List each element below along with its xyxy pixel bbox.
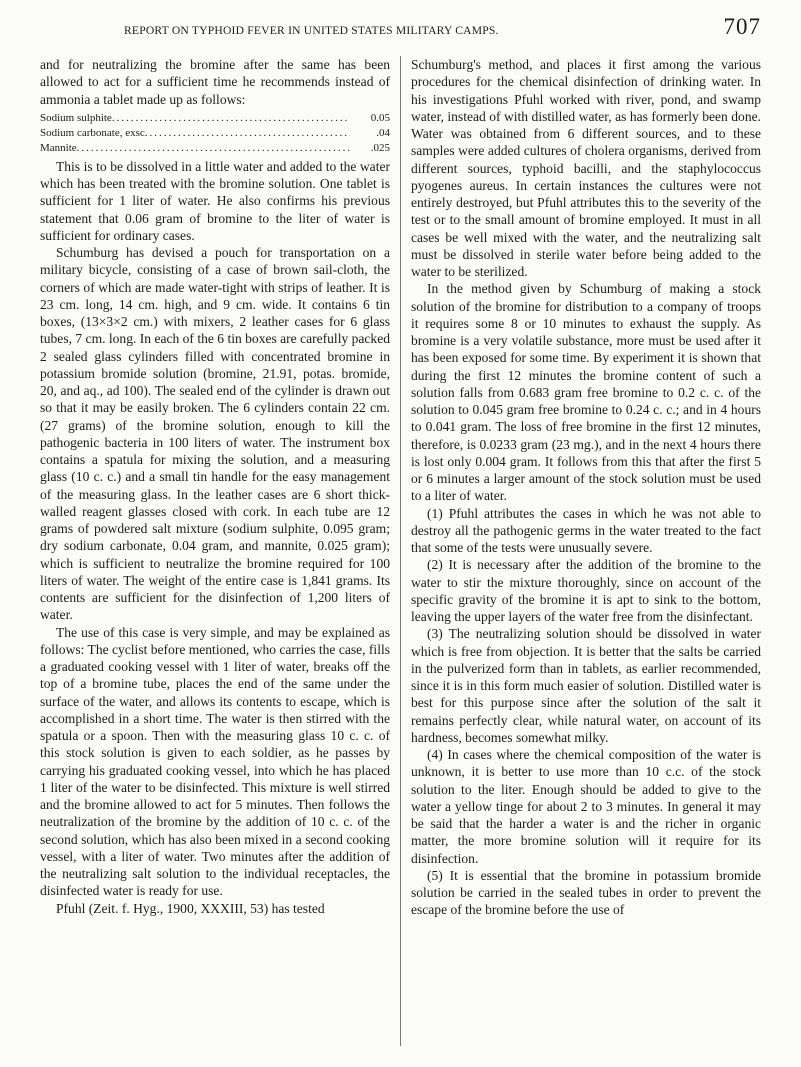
page-header: [40, 14, 761, 40]
ingredient-amount: .025: [370, 141, 390, 154]
running-head: REPORT ON TYPHOID FEVER IN UNITED STATES MILITARY CAMPS.: [124, 24, 499, 37]
left-column: [40, 56, 390, 917]
paragraph: In the method given by Schumburg of making a stock solution of the bromine for distribution to a company of troops it requires some 8 or 10 minutes to exhaust the supply. As bromine is a very volatile substance, more must be used after it has been exposed for some time. By experiment it is shown that during the first 12 minutes the bromine content of such a solution falls from 0.683 gram free bromine to 0.2 c. c. of the solution to 0.045 gram free bromine to 0.24 c. c.; and in 4 hours to 0.041 gram. The loss of free bromine in the first 12 minutes, therefore, is 0.0233 gram (23 mg.), and in the next 4 hours there is lost only 0.004 gram. It follows from this that after the first 5 or 6 minutes a larger amount of the stock solution must be used to a liter of water.: [411, 281, 761, 504]
ingredient-name: Mannite: [40, 141, 77, 154]
ingredient-name: Sodium sulphite: [40, 111, 112, 124]
ingredient-name: Sodium carbonate, exsc: [40, 126, 145, 139]
formula-row: [40, 126, 390, 141]
paragraph: Pfuhl (Zeit. f. Hyg., 1900, XXXIII, 53) has tested: [56, 900, 325, 916]
leader-dots: [112, 111, 350, 126]
tablet-formula: [40, 111, 390, 156]
leader-dots: [77, 141, 350, 156]
paragraph: This is to be dissolved in a little water and added to the water which has been treated with the bromine solution. One tablet is sufficient for 1 liter of water. He also confirms his previous statement that 0.06 gram of bromine to the liter of water is sufficient for ordinary cases.: [40, 158, 390, 243]
paragraph: Schumburg's method, and places it first among the various procedures for the chemical disinfection of drinking water. In his investigations Pfuhl worked with river, pond, and swamp water, instead of with distilled water, as has formerly been done. Water was obtained from 6 different sources, and to these samples were added cultures of cholera organisms, derived from different sources, typhoid bacilli, and the staphylococcus pyogenes aureus. In certain instances the cultures were not entirely destroyed, but Pfuhl attributes this to the severity of the test or to the small amount of bromine employed. It must in all cases be well mixed with the water, and the neutralizing salt must be dissolved in sterile water before being added to the water to be sterilized.: [411, 57, 761, 279]
paragraph: (5) It is essential that the bromine in potassium bromide solution be carried in the sealed tubes in order to prevent the escape of the bromine before the use of: [411, 867, 761, 918]
right-column: [411, 56, 761, 919]
ingredient-amount: .04: [376, 126, 390, 139]
column-divider: [400, 56, 401, 1046]
ingredient-amount: 0.05: [370, 111, 390, 124]
paragraph: (1) Pfuhl attributes the cases in which he was not able to destroy all the pathogenic germs in the water treated to the fact that some of the tests were unusually severe.: [411, 505, 761, 555]
paragraph: (4) In cases where the chemical composition of the water is unknown, it is better to use more than 10 c.c. of the stock solution to the liter. Enough should be added to give to the water a yellow tinge for about 2 to 3 minutes. In general it may be said that the harder a water is and the richer in organic matter, the more bromine solution will it require for its disinfection.: [411, 747, 761, 866]
formula-row: [40, 111, 390, 126]
paragraph: (2) It is necessary after the addition of the bromine to the water to stir the mixture thoroughly, since on account of the specific gravity of the bromine it is apt to sink to the bottom, leaving the upper layers of the water free from the disinfectant.: [411, 557, 761, 624]
page-number: 707: [723, 14, 761, 39]
paragraph: Schumburg has devised a pouch for transportation on a military bicycle, consisting of a case of brown sail-cloth, the corners of which are made water-tight with strips of leather. It is 23 cm. long, 14 cm. high, and 9 cm. wide. It contains 6 tin boxes, (13×3×2 cm.) with mixers, 2 leather cases for 6 glass tubes, 7 cm. long. In each of the 6 tin boxes are carefully packed 2 sealed glass cylinders filled with concentrated bromine in potassium bromide solution (bromine, 21.91, potas. bromide, 20, and aq., ad 100). The sealed end of the cylinder is drawn out so that it may be easily broken. The 6 cylinders contain 22 cm. (27 grams) of the bromine solution, enough to kill the pathogenic bacteria in 100 liters of water. The instrument box contains a spatula for mixing the solution, and a measuring glass (10 c. c.) and a small tin handle for the easy management of the measuring glass. In the leather cases are 6 short thick-walled reagent glasses closed with cork. In each tube are 12 grams of powdered salt mixture (sodium sulphite, 0.095 gram; dry sodium carbonate, 0.04 gram, and mannite, 0.025 gram); which is sufficient to neutralize the bromine required for 100 liters of water. The weight of the entire case is 1,841 grams. Its contents are sufficient for the disinfection of 1,200 liters of water.: [40, 245, 390, 623]
leader-dots: [145, 126, 350, 141]
paragraph: The use of this case is very simple, and may be explained as follows: The cyclist before mentioned, who carries the case, fills a graduated cooking vessel with 1 liter of water, breaks off the top of a bromine tube, places the end of the same under the surface of the water, and allows its contents to escape, which is accomplished in a short time. The water is then stirred with the spatula or a spoon. Then with the measuring glass 10 c. c. of this stock solution is given to each soldier, as he passes by carrying his graduated cooking vessel, into which he has placed 1 liter of the water to be disinfected. This mixture is well stirred and the bromine allowed to act for 5 minutes. Then follows the neutralization of the bromine by the addition of 10 c. c. of the second solution, which has also been mixed in a second cooking vessel, with a liter of water. Two minutes after the addition of the neutralizing salt solution to the individual receptacles, the disinfected water is ready for use.: [40, 624, 390, 899]
formula-row: [40, 141, 390, 156]
paragraph: (3) The neutralizing solution should be dissolved in water which is free from objection. It is better that the salts be carried in the pulverized form than in tablets, as earlier recommended, since it is in this form much easier of solution. Distilled water is best for this purpose since after the solution of the salt it remains perfectly clear, while natural water, on account of its hardness, becomes somewhat milky.: [411, 626, 761, 745]
paragraph: and for neutralizing the bromine after the same has been allowed to act for a sufficient time he recommends instead of ammonia a tablet made up as follows:: [40, 57, 390, 107]
